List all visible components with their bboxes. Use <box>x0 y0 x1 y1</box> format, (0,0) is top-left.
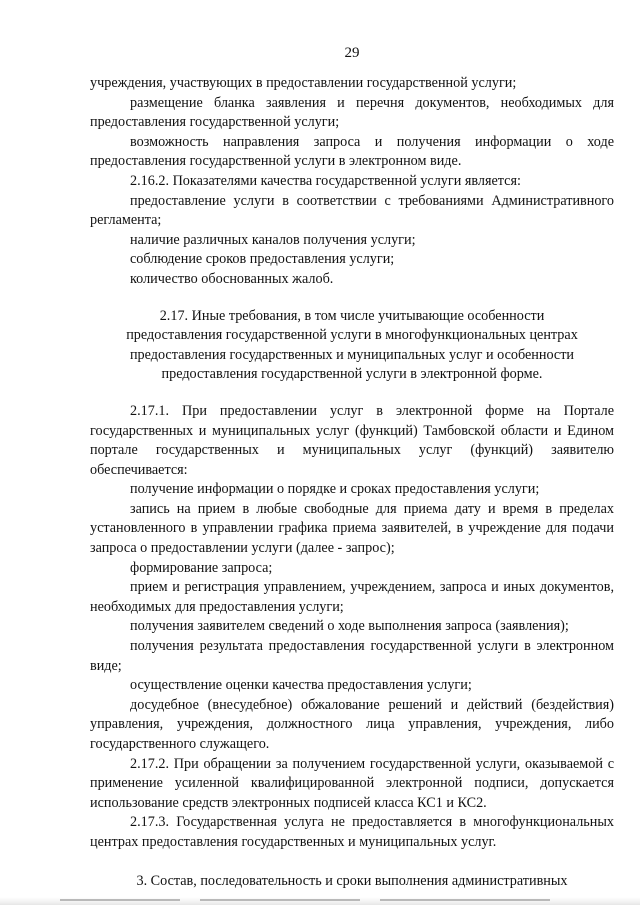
list-item: количество обоснованных жалоб. <box>130 270 334 287</box>
scan-bottom-edge <box>0 897 640 905</box>
list-item: получения результата предоставления государственной услуги в электронном виде; <box>90 638 614 674</box>
list-item: получения заявителем сведений о ходе выполнения запроса (заявления); <box>130 618 569 635</box>
section-title-line: предоставления государственной услуги в многофункциональных центрах <box>126 327 578 344</box>
list-item: соблюдение сроков предоставления услуги; <box>130 251 395 268</box>
list-item: получение информации о порядке и сроках предоставления услуги; <box>130 481 540 498</box>
section-title-line: предоставления государственных и муниципальных услуг и особенности <box>129 346 575 363</box>
list-item: формирование запроса; <box>130 559 273 576</box>
paragraph-2-17-1: 2.17.1. При предоставлении услуг в электронной форме на Портале государственных и муниципальных услуг (функций) Тамбовской области и Едином портале государственных и муниципальных услуг (функций) заявителю обеспечивается: <box>90 402 614 478</box>
section-2-17-title <box>90 307 614 385</box>
paragraph-2-17-2: 2.17.2. При обращении за получением государственной услуги, оказываемой с применение усиленной квалифицированной электронной подписи, допускается использование средств электронных подписей класса КС1 и КС2. <box>90 755 614 811</box>
chapter-3-title: 3. Состав, последовательность и сроки выполнения административных <box>136 872 568 889</box>
list-item: досудебное (внесудебное) обжалование решений и действий (бездействия) управления, учреждения, должностного лица управления, учреждения, либо государственного служащего. <box>90 696 614 752</box>
paragraph: размещение бланка заявления и перечня документов, необходимых для предоставления государственной услуги; <box>90 94 614 131</box>
paragraph: возможность направления запроса и получения информации о ходе предоставления государственной услуги в электронном виде. <box>90 133 614 170</box>
paragraph: предоставление услуги в соответствии с требованиями Административного регламента; <box>90 192 614 229</box>
section-title-line: предоставления государственной услуги в электронной форме. <box>161 366 543 383</box>
paragraph: 2.16.2. Показателями качества государственной услуги является: <box>130 172 521 189</box>
list-item: наличие различных каналов получения услуги; <box>130 231 416 248</box>
list-item: осуществление оценки качества предоставления услуги; <box>130 677 472 694</box>
scan-artifact <box>200 899 360 901</box>
list-item: прием и регистрация управлением, учреждением, запроса и иных документов, необходимых для предоставления услуги; <box>90 579 614 615</box>
list-item: запись на прием в любые свободные для приема дату и время в пределах установленного в управлении графика приема заявителей, в учреждение для подачи запроса о предоставлении услуги (далее - запрос); <box>90 500 614 557</box>
page-number: 29 <box>344 45 360 61</box>
scan-artifact <box>60 899 180 901</box>
paragraph-2-17-3: 2.17.3. Государственная услуга не предоставляется в многофункциональных центрах предоставления государственных и муниципальных услуг. <box>90 814 614 850</box>
scan-artifact <box>380 899 550 901</box>
text-line: учреждения, участвующих в предоставлении государственной услуги; <box>90 75 517 91</box>
page-body <box>90 74 614 905</box>
section-title-line: 2.17. Иные требования, в том числе учитывающие особенности <box>159 307 545 324</box>
